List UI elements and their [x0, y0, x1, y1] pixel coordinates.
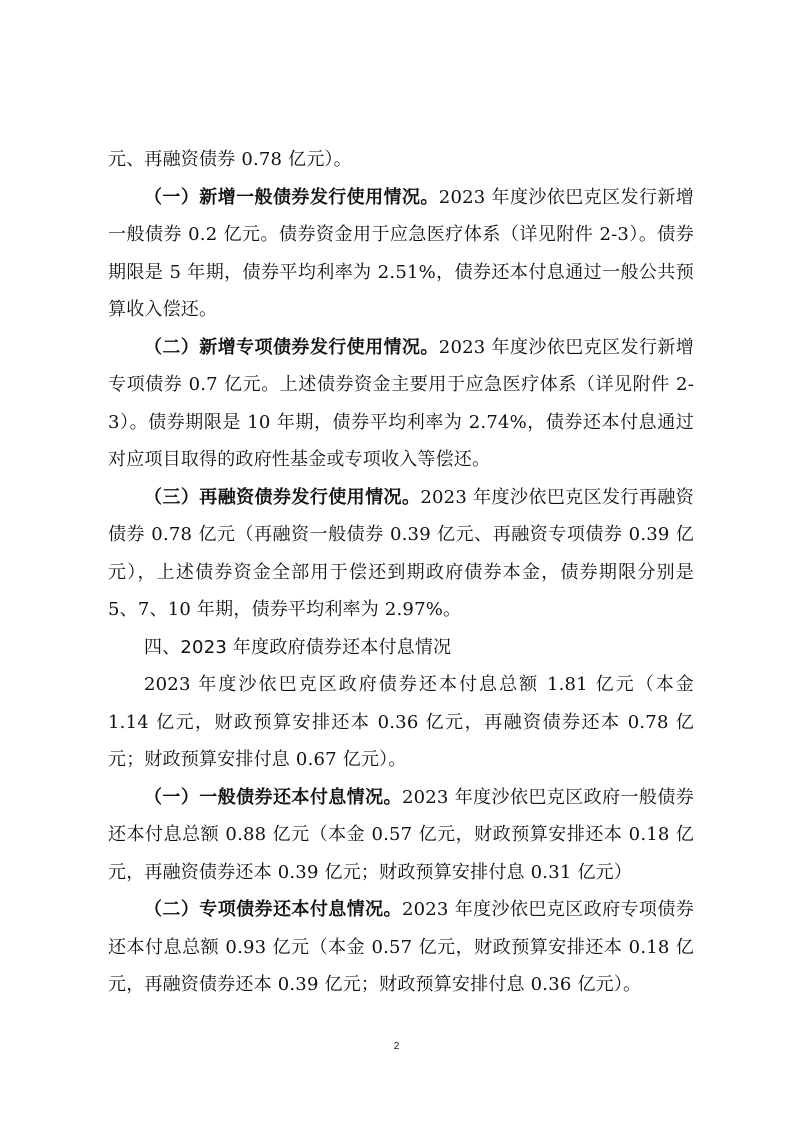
paragraph-text: 2023 年度沙依巴克区发行新增一般债券 0.2 亿元。债券资金用于应急医疗体系（详见附件 2-3）。债券期限是 5 年期，债券平均利率为 2.51%，债券还本付息通过一般公共预算收入偿还。 — [108, 186, 694, 320]
document-body — [108, 141, 694, 1004]
paragraph-text: 2023 年度沙依巴克区发行再融资债券 0.78 亿元（再融资一般债券 0.39 亿元、再融资专项债券 0.39 亿元），上述债券资金全部用于偿还到期政府债券本金，债券期限分别是 5、7、10 年期，债券平均利率为 2.97%。 — [108, 486, 694, 620]
paragraph-text: 2023 年度沙依巴克区政府债券还本付息总额 1.81 亿元（本金 1.14 亿元，财政预算安排还本 0.36 亿元，再融资债券还本 0.78 亿元；财政预算安排付息 0.67 亿元）。 — [108, 674, 694, 770]
section-heading-text: 四、2023 年度政府债券还本付息情况 — [144, 636, 452, 658]
paragraph-lead: （一）一般债券还本付息情况。 — [144, 786, 402, 808]
paragraph-lead: （三）再融资债券发行使用情况。 — [144, 486, 421, 508]
section-heading — [108, 629, 694, 667]
paragraph-text: 元、再融资债券 0.78 亿元）。 — [108, 149, 352, 170]
paragraph-continuation — [108, 141, 694, 179]
paragraph-new-special-bond-issuance — [108, 329, 694, 479]
paragraph-general-bond-repayment — [108, 779, 694, 892]
paragraph-repayment-summary — [108, 666, 694, 779]
paragraph-new-general-bond-issuance — [108, 179, 694, 329]
paragraph-text: 2023 年度沙依巴克区发行新增专项债券 0.7 亿元。上述债券资金主要用于应急医疗体系（详见附件 2-3）。债券期限是 10 年期，债券平均利率为 2.74%，债券还本付息通过对应项目取得的政府性基金或专项收入等偿还。 — [108, 336, 694, 470]
paragraph-special-bond-repayment — [108, 891, 694, 1004]
paragraph-lead: （一）新增一般债券发行使用情况。 — [144, 186, 439, 208]
paragraph-text: 2023 年度沙依巴克区政府专项债券还本付息总额 0.93 亿元（本金 0.57 亿元，财政预算安排还本 0.18 亿元，再融资债券还本 0.39 亿元；财政预算安排付息 0.36 亿元）。 — [108, 899, 694, 995]
paragraph-lead: （二）专项债券还本付息情况。 — [144, 899, 402, 920]
paragraph-text: 2023 年度沙依巴克区政府一般债券还本付息总额 0.88 亿元（本金 0.57 亿元，财政预算安排还本 0.18 亿元，再融资债券还本 0.39 亿元；财政预算安排付息 0.31 亿元） — [108, 786, 694, 883]
page-number: 2 — [393, 1041, 400, 1052]
paragraph-lead: （二）新增专项债券发行使用情况。 — [144, 336, 439, 358]
paragraph-refinancing-bond-issuance — [108, 479, 694, 629]
